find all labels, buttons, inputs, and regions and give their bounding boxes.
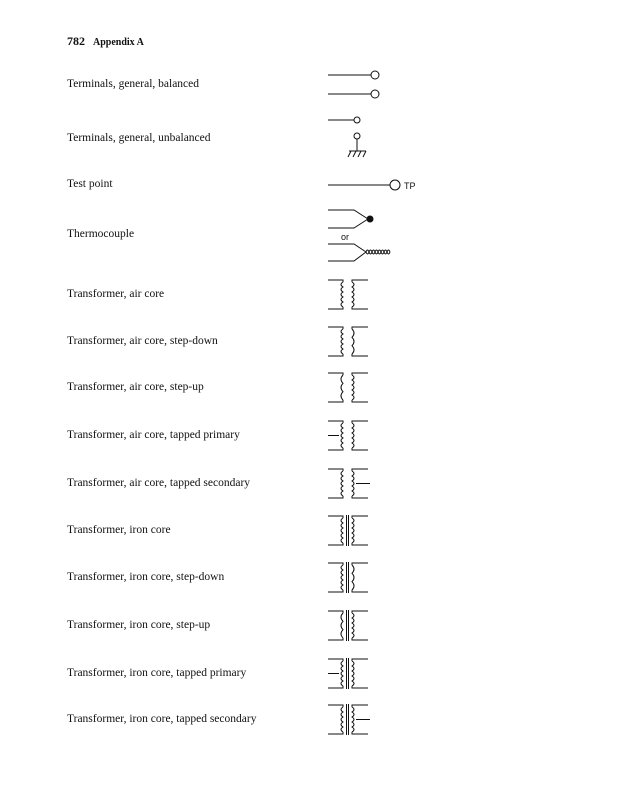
page-number: 782: [67, 34, 85, 48]
test-point-symbol: [328, 180, 400, 190]
entry-label-transformer-iron-core-tapped-secondary: Transformer, iron core, tapped secondary: [67, 713, 257, 725]
entry-label-transformer-iron-core: Transformer, iron core: [67, 524, 171, 536]
thermocouple-or-text: or: [341, 232, 350, 242]
entry-label-terminals-unbalanced: Terminals, general, unbalanced: [67, 132, 211, 144]
transformer-air-core-step-down-symbol: [328, 327, 368, 356]
entry-label-transformer-air-core: Transformer, air core: [67, 288, 165, 300]
test-point-text: TP: [404, 181, 416, 191]
entry-label-transformer-air-core-tapped-secondary: Transformer, air core, tapped secondary: [67, 477, 251, 489]
transformer-air-core-step-up-symbol: [328, 373, 368, 402]
entry-label-thermocouple: Thermocouple: [67, 228, 135, 240]
entry-label-transformer-iron-core-step-down: Transformer, iron core, step-down: [67, 571, 225, 583]
transformer-air-core-tapped-secondary-symbol: [328, 469, 370, 498]
thermocouple-symbol: [328, 210, 390, 261]
entry-label-terminals-balanced: Terminals, general, balanced: [67, 78, 200, 90]
transformer-air-core-tapped-primary-symbol: [328, 421, 368, 450]
entry-label-transformer-iron-core-step-up: Transformer, iron core, step-up: [67, 619, 211, 631]
transformer-iron-core-step-up-symbol: [328, 610, 368, 641]
entry-label-test-point: Test point: [67, 178, 113, 190]
transformer-air-core-symbol: [328, 280, 368, 309]
entry-label-transformer-air-core-step-down: Transformer, air core, step-down: [67, 335, 218, 347]
section-title: Appendix A: [93, 37, 144, 48]
entry-label-transformer-air-core-step-up: Transformer, air core, step-up: [67, 381, 204, 393]
entry-label-transformer-iron-core-tapped-primary: Transformer, iron core, tapped primary: [67, 667, 247, 679]
transformer-iron-core-tapped-primary-symbol: [328, 658, 368, 689]
transformer-iron-core-tapped-secondary-symbol: [328, 704, 370, 735]
transformer-iron-core-symbol: [328, 515, 368, 546]
terminal-balanced-symbol: [328, 71, 379, 98]
entry-label-transformer-air-core-tapped-primary: Transformer, air core, tapped primary: [67, 429, 240, 441]
terminal-unbalanced-symbol: [328, 117, 366, 157]
transformer-iron-core-step-down-symbol: [328, 562, 368, 593]
